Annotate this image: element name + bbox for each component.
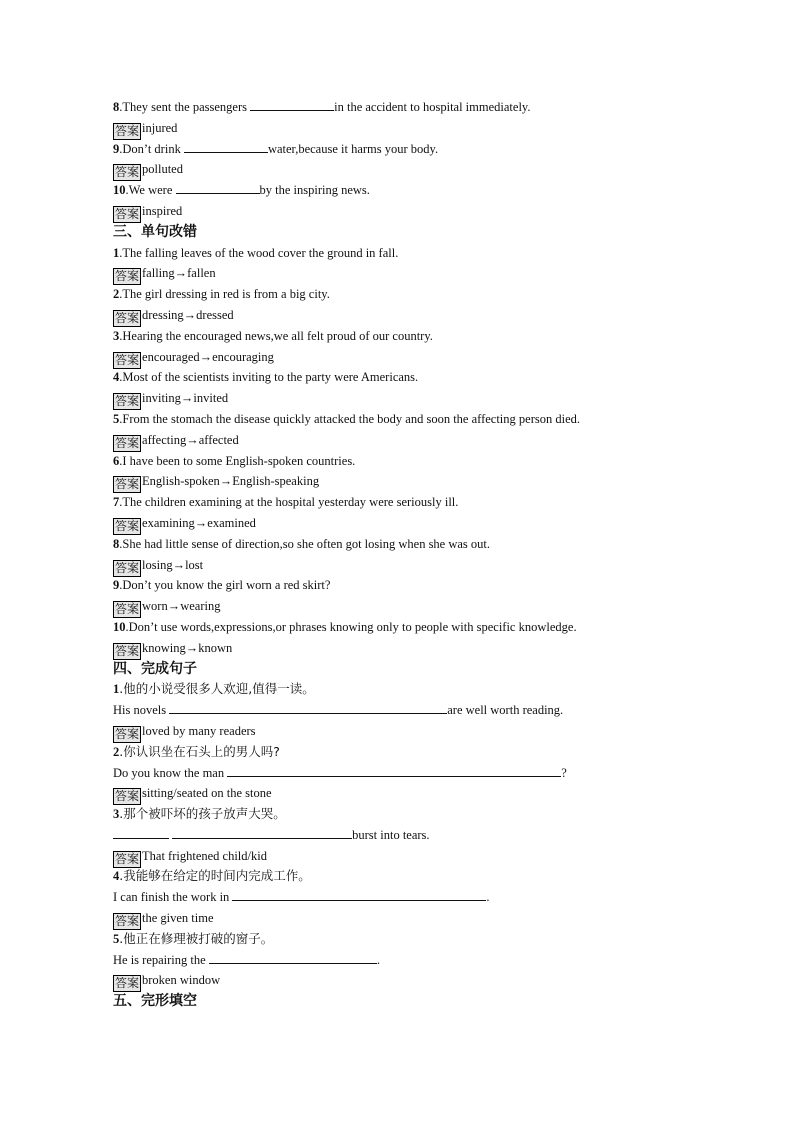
answer-blank — [184, 140, 268, 153]
question-number: 1 — [113, 245, 120, 260]
question-text: in the accident to hospital immediately. — [334, 100, 531, 114]
answer-text: falling→fallen — [142, 266, 216, 281]
answer-badge: 答案 — [115, 914, 140, 929]
question-number: 8 — [113, 536, 120, 551]
answer-badge: 答案 — [115, 269, 140, 284]
question-line — [113, 825, 673, 846]
question-text: .The falling leaves of the wood cover the ground in fall. — [119, 245, 399, 260]
answer-text: inspired — [142, 203, 183, 218]
question-line — [113, 180, 673, 201]
question-text: .Don’t use words,expressions,or phrases knowing only to people with specific knowledge. — [125, 619, 577, 634]
answer-line — [113, 846, 673, 867]
question-text: water,because it harms your body. — [267, 141, 439, 156]
question-number: 4 — [113, 869, 120, 884]
answer-text: loved by many readers — [142, 723, 256, 738]
question-text: I can finish the work in — [113, 890, 233, 905]
section-heading: 五、完形填空 — [113, 993, 197, 1010]
question-number: 3 — [113, 328, 120, 343]
answer-line — [113, 908, 673, 929]
question-number: 9 — [113, 141, 120, 156]
question-text: . — [376, 952, 380, 967]
chinese-text: .你认识坐在石头上的男人吗? — [119, 743, 280, 759]
chinese-prompt — [113, 866, 673, 887]
answer-badge: 答案 — [115, 123, 140, 138]
answer-text: losing→lost — [142, 557, 204, 572]
question-text: .Most of the scientists inviting to the party were Americans. — [119, 370, 419, 385]
answer-badge: 答案 — [115, 394, 140, 409]
answer-badge: 答案 — [115, 602, 140, 617]
question-line — [113, 950, 673, 971]
question-text: burst into tears. — [352, 827, 430, 842]
answer-blank — [172, 826, 352, 839]
question-text: .They sent the passengers — [119, 100, 251, 114]
section-heading: 四、完成句子 — [113, 660, 197, 677]
chinese-prompt — [113, 929, 673, 950]
answer-line — [113, 471, 673, 492]
question-text: He is repairing the — [113, 952, 209, 967]
question-line — [113, 451, 673, 472]
question-text: .The children examining at the hospital yesterday were seriously ill. — [119, 495, 459, 510]
answer-line — [113, 970, 673, 991]
answer-text: examining→examined — [142, 515, 256, 530]
question-text: .Don’t you know the girl worn a red skirt? — [119, 578, 331, 593]
question-number: 10 — [113, 183, 126, 198]
answer-text: knowing→known — [142, 640, 233, 655]
question-line — [113, 367, 673, 388]
question-number: 2 — [113, 744, 120, 759]
question-text: .Don’t drink — [119, 141, 184, 156]
answer-blank — [113, 826, 169, 839]
answer-line — [113, 513, 673, 534]
answer-text: English-spoken→English-speaking — [142, 474, 320, 489]
answer-text: broken window — [142, 973, 221, 988]
question-number: 6 — [113, 453, 120, 468]
answer-line — [113, 347, 673, 368]
chinese-prompt — [113, 742, 673, 763]
section-heading: 三、单句改错 — [113, 223, 197, 240]
question-text: are well worth reading. — [447, 703, 564, 718]
answer-blank — [169, 701, 447, 714]
answer-line — [113, 305, 673, 326]
question-number: 9 — [113, 578, 120, 593]
answer-badge: 答案 — [115, 518, 140, 533]
answer-line — [113, 118, 673, 139]
answer-blank — [176, 181, 260, 194]
question-line — [113, 700, 673, 721]
answer-badge: 答案 — [115, 976, 140, 991]
answer-line — [113, 263, 673, 284]
chinese-prompt — [113, 804, 673, 825]
question-line — [113, 326, 673, 347]
question-line — [113, 575, 673, 596]
question-number: 10 — [113, 619, 126, 634]
question-line — [113, 409, 673, 430]
answer-text: sitting/seated on the stone — [142, 786, 272, 801]
answer-badge: 答案 — [115, 435, 140, 450]
question-text: .We were — [125, 183, 176, 198]
question-number: 1 — [113, 682, 120, 697]
answer-line — [113, 638, 673, 659]
worksheet-content — [113, 97, 673, 1012]
question-line — [113, 97, 673, 118]
answer-badge: 答案 — [115, 560, 140, 575]
answer-badge: 答案 — [115, 851, 140, 866]
answer-badge: 答案 — [115, 726, 140, 741]
answer-badge: 答案 — [115, 165, 140, 180]
answer-blank — [232, 888, 486, 901]
question-text: .The girl dressing in red is from a big city. — [119, 287, 330, 302]
question-line — [113, 139, 673, 160]
question-text: ? — [561, 765, 567, 780]
question-number: 8 — [113, 100, 120, 114]
answer-text: inviting→invited — [142, 391, 229, 406]
answer-text: affecting→affected — [142, 432, 239, 447]
question-line — [113, 763, 673, 784]
question-number: 5 — [113, 411, 120, 426]
answer-badge: 答案 — [115, 310, 140, 325]
question-text: His novels — [113, 703, 170, 718]
answer-line — [113, 596, 673, 617]
answer-text: the given time — [142, 911, 214, 926]
question-line — [113, 492, 673, 513]
answer-text: worn→wearing — [142, 599, 221, 614]
chinese-text: .我能够在给定的时间内完成工作。 — [119, 868, 311, 884]
question-text: .Hearing the encouraged news,we all felt proud of our country. — [119, 328, 433, 343]
answer-badge: 答案 — [115, 206, 140, 221]
answer-blank — [209, 951, 377, 964]
answer-line — [113, 721, 673, 742]
answer-line — [113, 388, 673, 409]
answer-line — [113, 201, 673, 222]
question-text: .From the stomach the disease quickly attacked the body and soon the affecting person died. — [119, 411, 581, 426]
question-text: . — [486, 890, 490, 905]
question-number: 3 — [113, 807, 120, 822]
answer-line — [113, 159, 673, 180]
chinese-text: .他正在修理被打破的窗子。 — [119, 930, 274, 946]
question-number: 4 — [113, 370, 120, 385]
chinese-text: .他的小说受很多人欢迎,值得一读。 — [119, 681, 315, 697]
answer-line — [113, 555, 673, 576]
question-text: by the inspiring news. — [259, 183, 370, 198]
answer-blank — [250, 98, 334, 111]
question-line — [113, 284, 673, 305]
question-text: Do you know the man — [113, 765, 228, 780]
answer-line — [113, 430, 673, 451]
chinese-text: .那个被吓坏的孩子放声大哭。 — [119, 806, 286, 822]
answer-text: injured — [142, 120, 178, 135]
answer-text: dressing→dressed — [142, 307, 234, 322]
answer-line — [113, 783, 673, 804]
question-text: .I have been to some English-spoken countries. — [119, 453, 356, 468]
answer-badge: 答案 — [115, 352, 140, 367]
answer-text: That frightened child/kid — [142, 848, 267, 863]
question-line — [113, 243, 673, 264]
question-line — [113, 617, 673, 638]
answer-blank — [227, 764, 561, 777]
chinese-prompt — [113, 679, 673, 700]
question-number: 7 — [113, 495, 120, 510]
question-number: 2 — [113, 287, 120, 302]
question-line — [113, 534, 673, 555]
answer-badge: 答案 — [115, 477, 140, 492]
question-number: 5 — [113, 931, 120, 946]
answer-badge: 答案 — [115, 643, 140, 658]
answer-badge: 答案 — [115, 789, 140, 804]
answer-text: encouraged→encouraging — [142, 349, 274, 364]
question-line — [113, 887, 673, 908]
question-text: .She had little sense of direction,so she often got losing when she was out. — [119, 536, 491, 551]
answer-text: polluted — [142, 162, 183, 177]
